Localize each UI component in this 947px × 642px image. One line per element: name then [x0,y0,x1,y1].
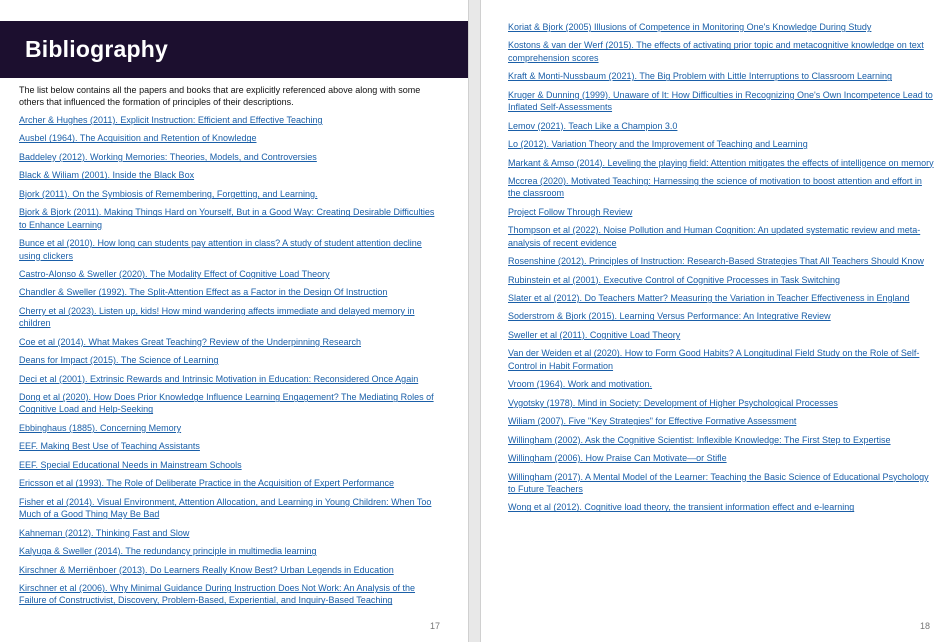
reference-item [19,527,444,539]
reference-link[interactable]: Fisher et al (2014). Visual Environment, Attention Allocation, and Learning in Young Children: When Too Much of a Good Thing May Be Bad [19,496,432,520]
reference-item [508,120,936,132]
reference-link[interactable]: Wiliam (2007). Five "Key Strategies" for Effective Formative Assessment [508,416,797,427]
reference-item [508,310,936,322]
reference-link[interactable]: Black & Wiliam (2001). Inside the Black Box [19,170,195,181]
reference-link[interactable]: Soderstrom & Bjork (2015). Learning Versus Performance: An Integrative Review [508,311,831,322]
reference-item [508,89,936,114]
reference-link[interactable]: Coe et al (2014). What Makes Great Teaching? Review of the Underpinning Research [19,336,362,347]
reference-link[interactable]: Bunce et al (2010). How long can students pay attention in class? A study of student attention decline using clickers [19,238,422,261]
page-gutter [468,0,481,642]
reference-link[interactable]: Vygotsky (1978). Mind in Society: Development of Higher Psychological Processes [508,397,838,408]
reference-item [19,354,444,366]
reference-item [19,206,444,231]
reference-item [508,292,936,304]
reference-item [19,336,444,348]
reference-item [508,329,936,341]
reference-item [19,169,444,181]
intro-paragraph: The list below contains all the papers and books that are explicitly referenced above along with some others that influenced the formation of principles of their descriptions. [19,85,421,107]
reference-link[interactable]: Kahneman (2012). Thinking Fast and Slow [19,527,190,538]
reference-item [508,138,936,150]
reference-link[interactable]: Chandler & Sweller (1992). The Split-Attention Effect as a Factor in the Design Of Instruction [19,287,388,298]
reference-link[interactable]: Kostons & van der Werf (2015). The effects of activating prior topic and metacognitive knowledge on text comprehension scores [508,40,924,63]
reference-item [19,564,444,576]
reference-link[interactable]: Wong et al (2012). Cognitive load theory, the transient information effect and e-learning [508,502,855,513]
reference-item [508,415,936,427]
reference-link[interactable]: Bjork (2011). On the Symbiosis of Remembering, Forgetting, and Learning. [19,188,318,199]
reference-link[interactable]: Cherry et al (2023). Listen up, kids! How mind wandering affects immediate and delayed memory in children [19,305,415,329]
reference-link[interactable]: Sweller et al (2011). Cognitive Load Theory [508,329,681,340]
reference-link[interactable]: Kruger & Dunning (1999). Unaware of It: How Difficulties in Recognizing One's Own Incompetence Lead to Inflated Self-Assessments [508,89,933,113]
right-page [481,0,947,642]
page-number: 18 [919,621,930,631]
reference-item [508,175,936,200]
reference-link[interactable]: Kirschner & Merriënboer (2013). Do Learners Really Know Best? Urban Legends in Education [19,564,394,575]
reference-item [19,188,444,200]
reference-item [508,70,936,82]
reference-link[interactable]: Ericsson et al (1993). The Role of Deliberate Practice in the Acquisition of Expert Performance [19,478,395,489]
reference-item [19,373,444,385]
reference-link[interactable]: Van der Weiden et al (2020). How to Form Good Habits? A Longitudinal Field Study on the Role of Self-Control in Habit Formation [508,348,920,371]
reference-item [508,157,936,169]
reference-item [19,477,444,489]
reference-item [19,422,444,434]
reference-link[interactable]: Thompson et al (2022). Noise Pollution and Human Cognition: An updated systematic review and meta-analysis of recent evidence [508,225,921,248]
reference-item [508,255,936,267]
reference-link[interactable]: Markant & Amso (2014). Leveling the playing field: Attention mitigates the effects of intelligence on memory [508,157,934,168]
reference-link[interactable]: Ebbinghaus (1885). Concerning Memory [19,422,182,433]
reference-item [19,440,444,452]
reference-item [19,237,444,262]
reference-link[interactable]: Kirschner et al (2006). Why Minimal Guidance During Instruction Does Not Work: An Analysis of the Failure of Constructivist, Discovery, Problem-Based, Experiential, and Inquiry-Based Teaching [19,583,416,606]
reference-item [19,391,444,416]
reference-link[interactable]: Project Follow Through Review [508,206,633,217]
reference-item [19,114,444,126]
reference-item [19,545,444,557]
reference-link[interactable]: Slater et al (2012). Do Teachers Matter? Measuring the Variation in Teacher Effectiveness in England [508,293,910,303]
reference-link[interactable]: Lemov (2021). Teach Like a Champion 3.0 [508,120,678,131]
reference-item [508,224,936,249]
reference-link[interactable]: Kalyuga & Sweller (2014). The redundancy principle in multimedia learning [19,546,317,557]
page-title: Bibliography [25,36,168,62]
reference-item [508,471,936,496]
reference-item [508,347,936,372]
reference-item [508,274,936,286]
reference-link[interactable]: Deci et al (2001). Extrinsic Rewards and Intrinsic Motivation in Education: Reconsidered Once Again [19,373,419,384]
heading-banner [0,21,468,78]
reference-link[interactable]: Rosenshine (2012). Principles of Instruction: Research-Based Strategies That All Teachers Should Know [508,256,924,267]
reference-link[interactable]: Koriat & Bjork (2005) Illusions of Competence in Monitoring One's Knowledge During Study [508,22,872,32]
reference-link[interactable]: EEF. Special Educational Needs in Mainstream Schools [19,459,242,470]
reference-link[interactable]: Lo (2012). Variation Theory and the Improvement of Teaching and Learning [508,139,808,150]
reference-item [19,305,444,330]
reference-item [19,459,444,471]
reference-link[interactable]: Mccrea (2020). Motivated Teaching: Harnessing the science of motivation to boost attention and effort in the classroom [508,175,922,199]
reference-link[interactable]: Dong et al (2020). How Does Prior Knowledge Influence Learning Engagement? The Mediating Roles of Cognitive Load and Help-Seeking [19,392,434,415]
reference-list-left [19,114,444,613]
reference-item [508,378,936,390]
reference-item [508,39,936,64]
reference-link[interactable]: EEF. Making Best Use of Teaching Assistants [19,441,200,452]
reference-link[interactable]: Castro-Alonso & Sweller (2020). The Modality Effect of Cognitive Load Theory [19,268,330,279]
reference-item [508,452,936,464]
reference-link[interactable]: Rubinstein et al (2001). Executive Control of Cognitive Processes in Task Switching [508,274,840,285]
reference-item [19,132,444,144]
reference-link[interactable]: Vroom (1964). Work and motivation. [508,379,653,390]
left-page [0,0,468,642]
reference-item [508,397,936,409]
reference-link[interactable]: Willingham (2006). How Praise Can Motivate—or Stifle [508,453,727,464]
reference-link[interactable]: Kraft & Monti-Nussbaum (2021). The Big Problem with Little Interruptions to Classroom Learning [508,71,893,82]
reference-link[interactable]: Archer & Hughes (2011). Explicit Instruction: Efficient and Effective Teaching [19,115,323,125]
reference-item [19,582,444,607]
page-number: 17 [429,621,440,631]
reference-item [508,434,936,446]
reference-link[interactable]: Deans for Impact (2015). The Science of Learning [19,355,219,366]
reference-item [508,501,936,513]
reference-link[interactable]: Bjork & Bjork (2011). Making Things Hard on Yourself, But in a Good Way: Creating Desirable Difficulties to Enhance Learning [19,207,435,230]
reference-link[interactable]: Baddeley (2012). Working Memories: Theories, Models, and Controversies [19,151,317,162]
reference-link[interactable]: Ausbel (1964). The Acquisition and Retention of Knowledge [19,133,257,144]
reference-item [19,151,444,163]
reference-list-right [508,21,936,520]
reference-link[interactable]: Willingham (2002). Ask the Cognitive Scientist: Inflexible Knowledge: The First Step to Expertise [508,434,891,445]
reference-item [508,21,936,33]
reference-item [19,286,444,298]
reference-item [508,206,936,218]
reference-item [19,496,444,521]
reference-item [19,268,444,280]
reference-link[interactable]: Willingham (2017). A Mental Model of the Learner: Teaching the Basic Science of Educational Psychology to Future Teachers [508,471,929,494]
